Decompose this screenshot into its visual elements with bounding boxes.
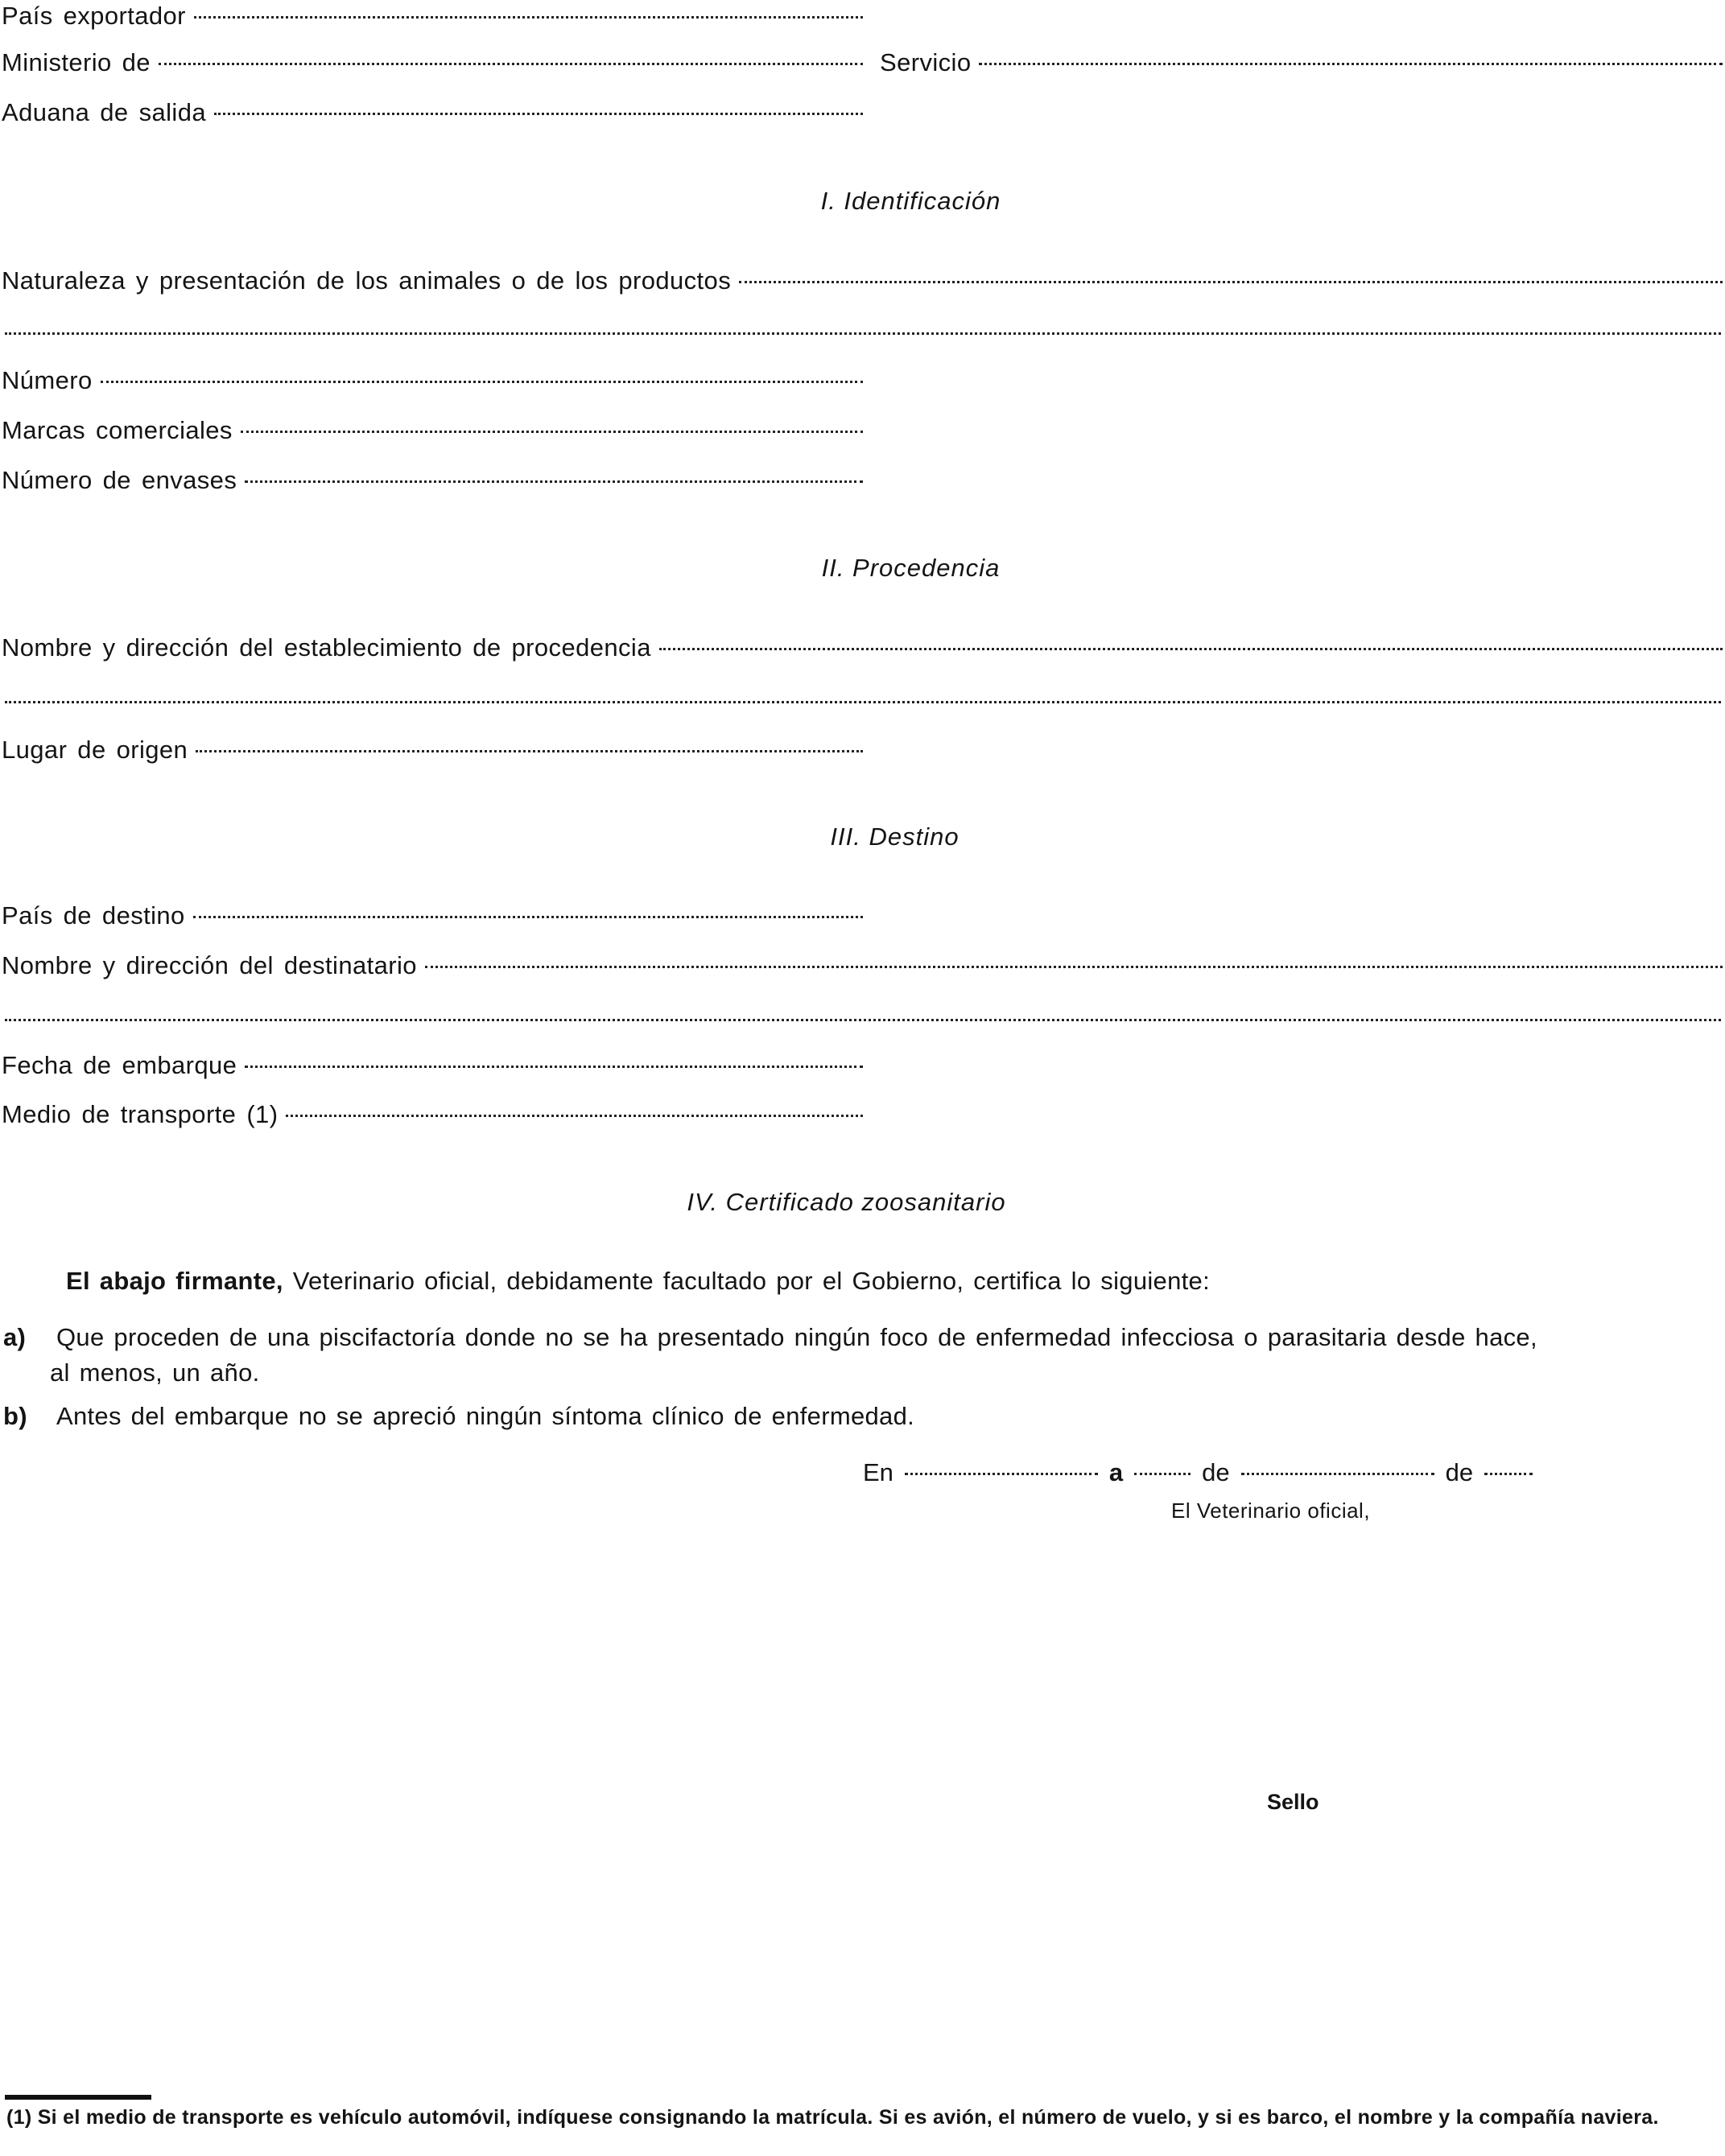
field-naturaleza <box>2 265 1723 297</box>
field-aduana <box>2 97 863 129</box>
field-label: Aduana de salida <box>2 98 206 126</box>
field-label: Fecha de embarque <box>2 1051 237 1079</box>
de-label: de <box>1202 1458 1230 1486</box>
field-destinatario <box>2 950 1723 982</box>
field-label: Número <box>2 366 93 394</box>
fill-line[interactable] <box>241 431 863 433</box>
field-numero <box>2 365 863 397</box>
field-pais-destino <box>2 900 863 932</box>
de-label: de <box>1445 1458 1474 1486</box>
field-medio-transporte <box>2 1099 863 1131</box>
fill-line[interactable] <box>196 750 863 752</box>
field-ministerio <box>2 47 863 79</box>
field-marcas <box>2 414 863 447</box>
section-title-destino: III. Destino <box>830 822 959 851</box>
field-label: País exportador <box>2 2 186 30</box>
fill-line[interactable] <box>101 381 863 383</box>
item-a-text-cont: al menos, un año. <box>50 1358 260 1387</box>
continuation-fill-line[interactable] <box>5 1019 1721 1021</box>
field-establecimiento <box>2 632 1723 664</box>
field-lugar-origen <box>2 734 863 766</box>
item-b-text: Antes del embarque no se apreció ningún síntoma clínico de enfermedad. <box>56 1402 915 1430</box>
field-label: Nombre y dirección del establecimiento de procedencia <box>2 633 651 662</box>
section-title-procedencia: II. Procedencia <box>821 554 1001 582</box>
continuation-fill-line[interactable] <box>5 332 1721 335</box>
a-label: a <box>1108 1458 1124 1486</box>
field-label: Naturaleza y presentación de los animales o de los productos <box>2 266 732 295</box>
stamp-label: Sello <box>1267 1790 1319 1814</box>
item-a-marker: a) <box>3 1323 27 1351</box>
field-pais-exportador <box>2 0 863 32</box>
footnote: (1) Si el medio de transporte es vehículo automóvil, indíquese consignando la matrícula. Si es avión, el número de vuelo, y si es barco, el nombre y la compañía naviera. <box>6 2106 1659 2129</box>
year-fill[interactable] <box>1484 1473 1533 1475</box>
section-title-certificado: IV. Certificado zoosanitario <box>687 1188 1006 1216</box>
fill-line[interactable] <box>286 1115 863 1117</box>
fill-line[interactable] <box>245 1066 863 1068</box>
fill-line[interactable] <box>159 63 863 65</box>
month-fill[interactable] <box>1241 1473 1434 1475</box>
signer-title: El Veterinario oficial, <box>1171 1498 1371 1523</box>
fill-line[interactable] <box>245 480 863 483</box>
continuation-fill-line[interactable] <box>5 701 1721 703</box>
certificate-intro <box>66 1265 1210 1297</box>
fill-line[interactable] <box>193 916 863 918</box>
field-label: Marcas comerciales <box>2 416 233 444</box>
day-fill[interactable] <box>1134 1473 1191 1475</box>
item-b-marker: b) <box>3 1402 27 1430</box>
fill-line[interactable] <box>194 16 863 19</box>
section-title-identificacion: I. Identificación <box>820 187 1001 215</box>
fill-line[interactable] <box>214 113 863 115</box>
en-label: En <box>863 1458 893 1486</box>
field-servicio <box>880 47 1723 79</box>
intro-text: Veterinario oficial, debidamente facultado por el Gobierno, certifica lo siguiente: <box>292 1267 1210 1295</box>
field-label: Lugar de origen <box>2 736 188 764</box>
field-label: Nombre y dirección del destinatario <box>2 951 417 979</box>
field-label: Medio de transporte (1) <box>2 1100 279 1128</box>
field-label: Servicio <box>880 48 972 76</box>
field-fecha-embarque <box>2 1049 863 1082</box>
fill-line[interactable] <box>979 63 1723 65</box>
intro-bold: El abajo firmante, <box>66 1267 283 1295</box>
fill-line[interactable] <box>659 648 1723 650</box>
field-envases <box>2 464 863 497</box>
field-label: País de destino <box>2 901 185 930</box>
footnote-divider <box>5 2095 151 2100</box>
field-label: Número de envases <box>2 466 237 494</box>
item-a-text: Que proceden de una piscifactoría donde no se ha presentado ningún foco de enfermedad infecciosa o parasitaria desde hace, <box>56 1323 1537 1351</box>
place-fill[interactable] <box>905 1473 1098 1475</box>
place-date-line <box>863 1457 1544 1489</box>
fill-line[interactable] <box>425 966 1723 968</box>
fill-line[interactable] <box>739 281 1723 283</box>
field-label: Ministerio de <box>2 48 151 76</box>
